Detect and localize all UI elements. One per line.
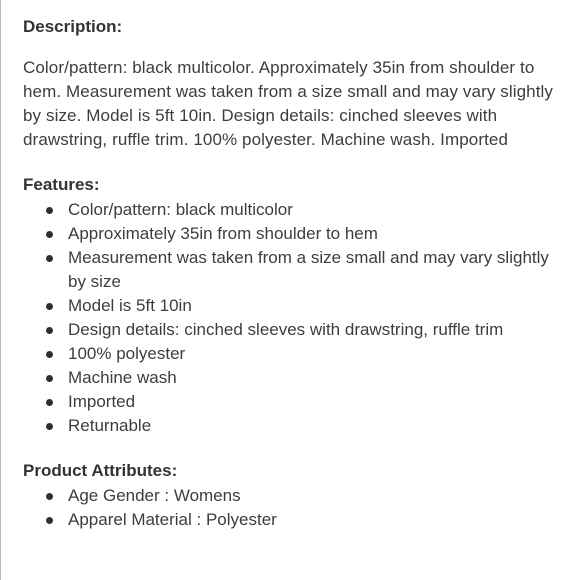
bullet-icon: [46, 399, 53, 406]
bullet-icon: [46, 303, 53, 310]
attributes-list: [23, 484, 560, 532]
product-attributes-heading: Product Attributes:: [23, 461, 178, 480]
list-item: [23, 508, 560, 532]
list-item: [23, 366, 560, 390]
list-item: [23, 414, 560, 438]
description-text: Color/pattern: black multicolor. Approximately 35in from shoulder to hem. Measurement was taken from a size small and may vary slightly by size. Model is 5ft 10in. Design details: cinched sleeves with drawstring, ruffle trim. 100% polyester. Machine wash. Imported: [23, 58, 554, 149]
feature-text: Approximately 35in from shoulder to hem: [68, 224, 378, 243]
bullet-icon: [46, 375, 53, 382]
feature-text: Model is 5ft 10in: [68, 296, 192, 315]
features-list: [23, 198, 560, 438]
features-heading: Features:: [23, 175, 100, 194]
description-heading: Description:: [23, 17, 123, 36]
bullet-icon: [46, 351, 53, 358]
feature-text: Design details: cinched sleeves with drawstring, ruffle trim: [68, 320, 504, 339]
bullet-icon: [46, 255, 53, 262]
bullet-icon: [46, 327, 53, 334]
list-item: [23, 222, 560, 246]
feature-text: Color/pattern: black multicolor: [68, 200, 293, 219]
list-item: [23, 246, 560, 294]
bullet-icon: [46, 517, 53, 524]
bullet-icon: [46, 207, 53, 214]
attribute-text: Apparel Material : Polyester: [68, 510, 277, 529]
list-item: [23, 342, 560, 366]
feature-text: Imported: [68, 392, 136, 411]
feature-text: Returnable: [68, 416, 152, 435]
list-item: [23, 318, 560, 342]
bullet-icon: [46, 423, 53, 430]
list-item: [23, 390, 560, 414]
attribute-text: Age Gender : Womens: [68, 486, 241, 505]
list-item: [23, 484, 560, 508]
feature-text: Machine wash: [68, 368, 177, 387]
bullet-icon: [46, 231, 53, 238]
list-item: [23, 198, 560, 222]
feature-text: 100% polyester: [68, 344, 186, 363]
list-item: [23, 294, 560, 318]
bullet-icon: [46, 493, 53, 500]
feature-text: Measurement was taken from a size small and may vary slightly by size: [68, 248, 549, 291]
